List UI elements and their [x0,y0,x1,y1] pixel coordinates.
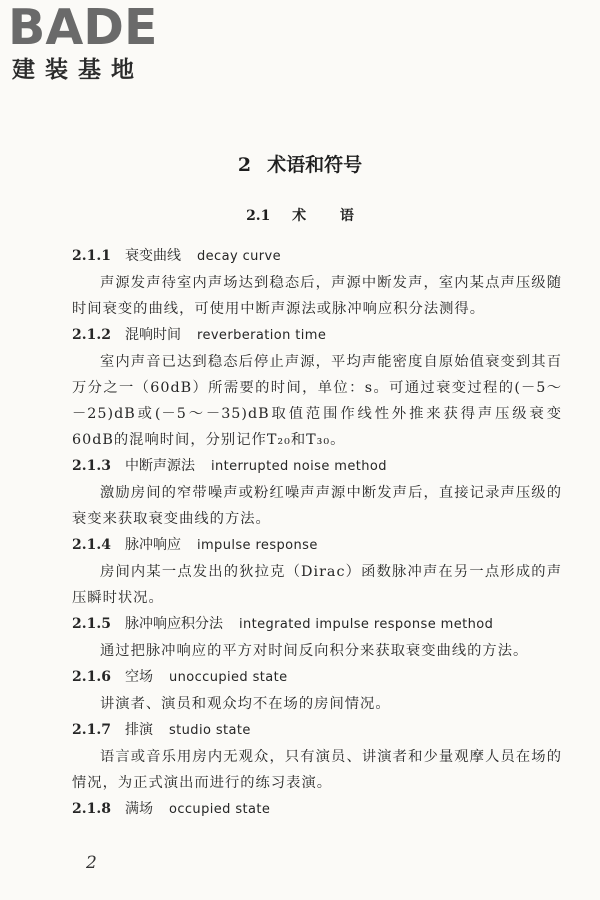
term-number: 2.1.3 [72,458,111,474]
term-heading [72,796,562,823]
term-number: 2.1.5 [72,616,111,632]
term-definition: 声源发声待室内声场达到稳态后，声源中断发声，室内某点声压级随时间衰变的曲线，可使用中断声源法或脉冲响应积分法测得。 [72,275,562,317]
chapter-title [0,150,600,177]
term-english: occupied state [168,802,271,817]
term-definition: 室内声音已达到稳态后停止声源，平均声能密度自原始值衰变到其百万分之一（60dB）所需要的时间，单位：s。可通过衰变过程的(－5～－25)dB或(－5～－35)dB取值范围作线性外推来获得声压级衰变60dB的混响时间，分别记作T₂₀和T₃₀。 [72,354,562,448]
term-chinese: 衰变曲线 [124,248,181,264]
term-english: impulse response [196,538,318,553]
term-heading [72,243,562,270]
term-english: reverberation time [196,328,327,343]
term-chinese: 空场 [124,669,153,685]
term-entry [72,532,562,611]
term-chinese: 排演 [124,722,153,738]
term-heading [72,717,562,744]
term-english: unoccupied state [168,670,288,685]
term-definition: 通过把脉冲响应的平方对时间反向积分来获取衰变曲线的方法。 [100,643,529,659]
logo-wordmark: BADE [8,0,158,56]
term-number: 2.1.1 [72,248,111,264]
chapter-name: 术语和符号 [267,154,363,176]
section-name-part-1: 术 [292,208,307,224]
section-number: 2.1 [246,208,271,224]
term-heading [72,664,562,691]
term-definition: 语言或音乐用房内无观众，只有演员、讲演者和少量观摩人员在场的情况，为正式演出而进行的练习表演。 [72,749,562,791]
term-number: 2.1.4 [72,537,111,553]
term-heading [72,532,562,559]
term-definition: 讲演者、演员和观众均不在场的房间情况。 [100,696,391,712]
section-name-part-2: 语 [339,208,354,224]
term-number: 2.1.2 [72,327,111,343]
term-heading [72,453,562,480]
chapter-number: 2 [237,154,252,176]
term-number: 2.1.6 [72,669,111,685]
term-chinese: 混响时间 [124,327,181,343]
term-english: decay curve [196,249,281,264]
term-english: integrated impulse response method [238,617,494,632]
term-heading [72,611,562,638]
term-definition: 房间内某一点发出的狄拉克（Dirac）函数脉冲声在另一点形成的声压瞬时状况。 [72,564,562,606]
term-number: 2.1.8 [72,801,111,817]
term-entry [72,453,562,532]
term-definition: 激励房间的窄带噪声或粉红噪声声源中断发声后，直接记录声压级的衰变来获取衰变曲线的方法。 [72,485,562,527]
bade-logo [8,2,178,84]
term-chinese: 脉冲响应积分法 [124,616,223,632]
term-heading [72,322,562,349]
term-entry [72,717,562,796]
term-entry [72,664,562,717]
term-chinese: 脉冲响应 [124,537,181,553]
logo-subtitle: 建装基地 [12,57,144,83]
term-english: studio state [168,723,251,738]
term-chinese: 满场 [124,801,153,817]
section-title [0,205,600,225]
term-chinese: 中断声源法 [124,458,195,474]
term-entry [72,796,562,823]
term-number: 2.1.7 [72,722,111,738]
term-entry [72,611,562,664]
page-number: 2 [86,853,97,873]
term-english: interrupted noise method [210,459,387,474]
term-entry [72,243,562,322]
term-entry [72,322,562,453]
terms-list [72,243,562,823]
